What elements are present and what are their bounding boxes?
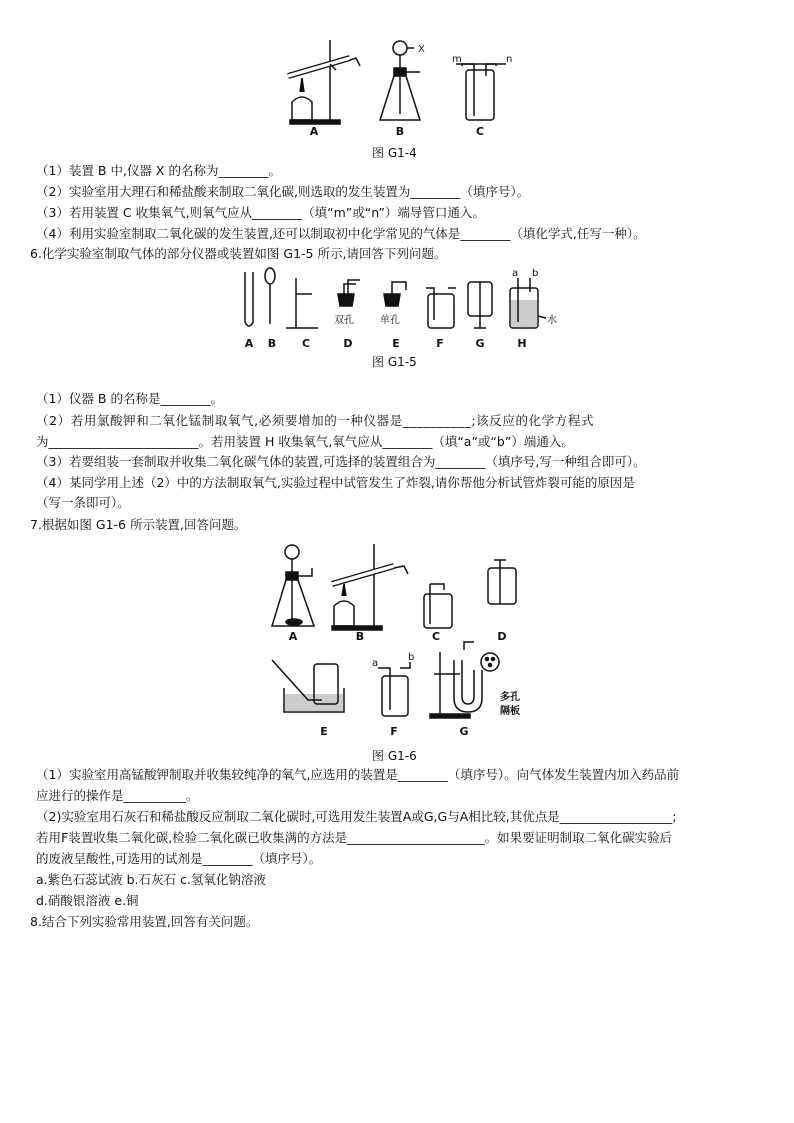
label-b: B [267,337,277,350]
label-plate-2: 隔板 [500,706,520,717]
caption-g1-4: 图 G1-4 [372,146,417,160]
label-b: B [395,125,405,138]
caption-g1-6: 图 G1-6 [372,749,417,763]
q7-item-1b: 应进行的操作是__________。 [36,788,199,803]
label-c: C [431,630,441,643]
label-single-hole: 单孔 [380,315,400,326]
dropper-b [265,268,275,324]
label-a: A [244,337,254,350]
q6-item-1: （1）仪器 B 的名称是________。 [36,391,223,406]
q5-item-2: （2）实验室用大理石和稀盐酸来制取二氧化碳,则选取的发生装置为________（填序号）。 [36,184,530,199]
label-a: A [288,630,298,643]
label-e: E [320,725,328,738]
q5-item-4: （4）利用实验室制取二氧化碳的发生装置,还可以制取初中化学常见的气体是________（填化学式,任写一种）。 [36,226,646,241]
mark-m: m [452,54,462,65]
label-c: C [301,337,311,350]
q6-item-2b: 为________________________。若用装置 H 收集氧气,氧气应从________（填“a”或“b”）端通入。 [36,434,574,449]
label-g: G [475,337,485,350]
apparatus-f [378,662,410,716]
label-f: F [436,337,444,350]
figure-g1-4 [270,36,530,140]
label-double-hole: 双孔 [334,315,354,326]
label-e: E [392,337,400,350]
caption-g1-5: 图 G1-5 [372,355,417,369]
mark-a: a [512,268,519,279]
apparatus-a [272,545,314,626]
apparatus-a [288,40,360,124]
label-d: D [497,630,507,643]
apparatus-e [272,660,344,712]
mark-n: n [506,54,513,65]
label-h: H [517,337,527,350]
q6-item-4b: （写一条即可）。 [36,495,130,510]
mark-a: a [372,658,379,669]
apparatus-d [488,560,516,604]
q7-item-1a: （1）实验室用高锰酸钾制取并收集较纯净的氧气,应选用的装置是________（填序号）。向气体发生装置内加入药品前 [36,767,680,782]
q7-item-2a: （2)实验室用石灰石和稀盐酸反应制取二氧化碳时,可选用发生装置A或G,G与A相比较,其优点是__________________; [36,809,677,824]
label-water: 水 [547,315,557,326]
bottle-g [468,282,492,328]
mark-b: b [532,268,539,279]
figure-g1-5 [236,266,560,354]
label-c: C [475,125,485,138]
q5-item-3: （3）若用装置 C 收集氧气,则氧气应从________（填“m”或“n”）端导管口通入。 [36,205,485,220]
q7-options-1: a.紫色石蕊试液 b.石灰石 c.氢氧化钠溶液 [36,872,266,887]
q7-item-2b: 若用F装置收集二氧化碳,检验二氧化碳已收集满的方法是______________________。如果要证明制取二氧化碳实验后 [36,830,673,845]
label-plate-1: 多孔 [500,692,520,703]
q8-title: 8.结合下列实验常用装置,回答有关问题。 [30,914,259,929]
q6-title: 6.化学实验室制取气体的部分仪器或装置如图 G1-5 所示,请回答下列问题。 [30,246,447,261]
mark-b: b [408,652,415,663]
q6-item-3: （3）若要组装一套制取并收集二氧化碳气体的装置,可选择的装置组合为________（填序号,写一种组合即可）。 [36,454,646,469]
apparatus-c [424,584,452,628]
bottle-h [510,278,546,328]
apparatus-b [380,41,420,120]
label-g: G [459,725,469,738]
apparatus-b [332,544,408,630]
q7-options-2: d.硝酸银溶液 e.铜 [36,893,139,908]
apparatus-c [456,64,506,120]
bottle-f [426,288,456,328]
q6-item-2a: （2）若用氯酸钾和二氧化锰制取氧气,必须要增加的一种仪器是__________;该反应的化学方程式 [36,413,595,428]
mark-x: X [418,44,425,55]
figure-g1-6 [268,540,540,746]
stopper-d [338,280,360,306]
label-d: D [343,337,353,350]
apparatus-g [430,642,499,718]
label-f: F [390,725,398,738]
stand-c [286,278,318,328]
q5-item-1: （1）装置 B 中,仪器 X 的名称为________。 [36,163,281,178]
stopper-e [384,282,406,306]
test-tube-a [245,272,253,326]
label-b: B [355,630,365,643]
q6-item-4a: （4）某同学用上述（2）中的方法制取氧气,实验过程中试管发生了炸裂,请你帮他分析试管炸裂可能的原因是 [36,475,635,490]
q7-item-2c: 的废液呈酸性,可选用的试剂是________（填序号）。 [36,851,322,866]
label-a: A [309,125,319,138]
q7-title: 7.根据如图 G1-6 所示装置,回答问题。 [30,517,247,532]
